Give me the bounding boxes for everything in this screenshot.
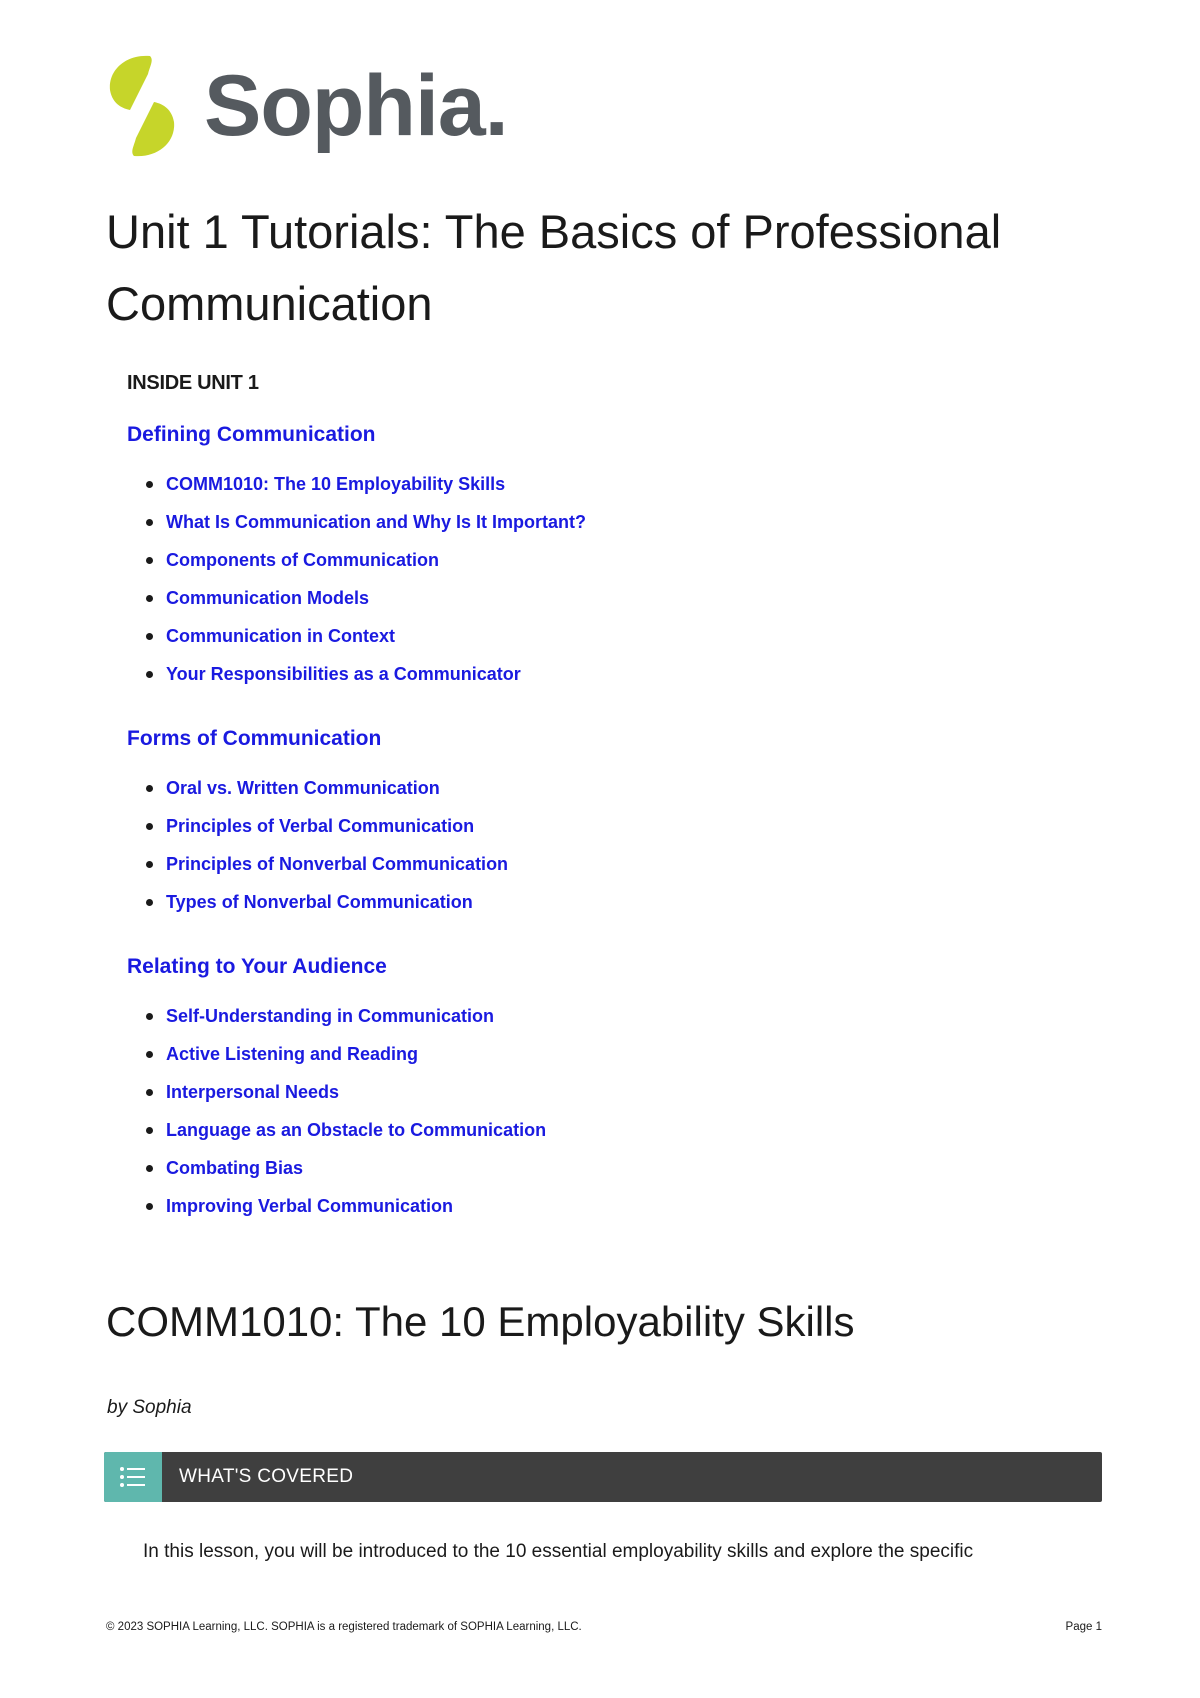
toc-list-item <box>127 1156 1027 1194</box>
bullet-icon <box>146 519 153 526</box>
toc-list-item <box>127 852 1027 890</box>
bullet-icon <box>146 557 153 564</box>
footer-page-number: Page 1 <box>1065 1621 1102 1633</box>
bullet-icon <box>146 671 153 678</box>
toc-list-item <box>127 510 1027 548</box>
toc-list-item <box>127 624 1027 662</box>
tutorial-link[interactable]: Interpersonal Needs <box>166 1082 340 1102</box>
sophia-wordmark: Sophia. <box>204 58 508 154</box>
toc-list-item <box>127 548 1027 586</box>
bullet-icon <box>146 823 153 830</box>
toc-list-item <box>127 814 1027 852</box>
footer-copyright: © 2023 SOPHIA Learning, LLC. SOPHIA is a registered trademark of SOPHIA Learning, LLC. <box>106 1621 582 1633</box>
tutorial-link[interactable]: Combating Bias <box>166 1158 304 1178</box>
toc-list-item <box>127 890 1027 928</box>
bullet-icon <box>146 861 153 868</box>
toc-list-item <box>127 1194 1027 1232</box>
sophia-logo <box>104 54 508 158</box>
lesson-author: by Sophia <box>107 1397 192 1418</box>
toc-sections <box>127 422 1027 1232</box>
toc-section-link[interactable]: Forms of Communication <box>127 727 382 750</box>
tutorial-link[interactable]: Principles of Nonverbal Communication <box>166 854 509 874</box>
tutorial-link[interactable]: Oral vs. Written Communication <box>166 778 440 798</box>
lesson-intro-text: In this lesson, you will be introduced to the 10 essential employability skills and explore the specific <box>143 1541 974 1562</box>
tutorial-link[interactable]: Principles of Verbal Communication <box>166 816 475 836</box>
bullet-icon <box>146 1203 153 1210</box>
toc-list-item <box>127 472 1027 510</box>
tutorial-link[interactable]: Your Responsibilities as a Communicator <box>166 664 521 684</box>
toc-list-item <box>127 1118 1027 1156</box>
toc-section-list <box>127 776 1027 928</box>
page-footer <box>106 1621 1102 1633</box>
bullet-icon <box>146 481 153 488</box>
toc-section-list <box>127 1004 1027 1232</box>
sophia-logo-mark-icon <box>104 54 180 158</box>
toc-list-item <box>127 1042 1027 1080</box>
tutorial-link[interactable]: Types of Nonverbal Communication <box>166 892 473 912</box>
toc-section-link[interactable]: Relating to Your Audience <box>127 955 387 978</box>
toc-list-item <box>127 586 1027 624</box>
unit-table-of-contents <box>127 372 1027 1258</box>
bullet-icon <box>146 595 153 602</box>
bullet-icon <box>146 1013 153 1020</box>
tutorial-link[interactable]: Components of Communication <box>166 550 439 570</box>
bullet-icon <box>146 633 153 640</box>
tutorial-link[interactable]: Active Listening and Reading <box>166 1044 419 1064</box>
tutorial-link[interactable]: COMM1010: The 10 Employability Skills <box>166 474 506 494</box>
bullet-icon <box>146 1127 153 1134</box>
toc-section-link[interactable]: Defining Communication <box>127 423 376 446</box>
bullet-icon <box>146 899 153 906</box>
whats-covered-label: WHAT'S COVERED <box>179 1466 354 1487</box>
bullet-icon <box>146 1089 153 1096</box>
tutorial-link[interactable]: What Is Communication and Why Is It Important? <box>166 512 587 532</box>
unit-title: Unit 1 Tutorials: The Basics of Professional Communication <box>106 205 1002 330</box>
tutorial-link[interactable]: Communication Models <box>166 588 370 608</box>
whats-covered-banner <box>104 1452 1102 1502</box>
tutorial-link[interactable]: Language as an Obstacle to Communication <box>166 1120 547 1140</box>
toc-heading: INSIDE UNIT 1 <box>127 372 259 394</box>
toc-list-item <box>127 1080 1027 1118</box>
lesson-title: COMM1010: The 10 Employability Skills <box>106 1298 855 1345</box>
bullet-icon <box>146 1051 153 1058</box>
bullet-icon <box>146 1165 153 1172</box>
list-icon <box>104 1452 162 1502</box>
toc-list-item <box>127 1004 1027 1042</box>
tutorial-link[interactable]: Improving Verbal Communication <box>166 1196 454 1216</box>
tutorial-link[interactable]: Communication in Context <box>166 626 395 646</box>
toc-section-list <box>127 472 1027 700</box>
toc-list-item <box>127 662 1027 700</box>
toc-list-item <box>127 776 1027 814</box>
tutorial-link[interactable]: Self-Understanding in Communication <box>166 1006 495 1026</box>
bullet-icon <box>146 785 153 792</box>
